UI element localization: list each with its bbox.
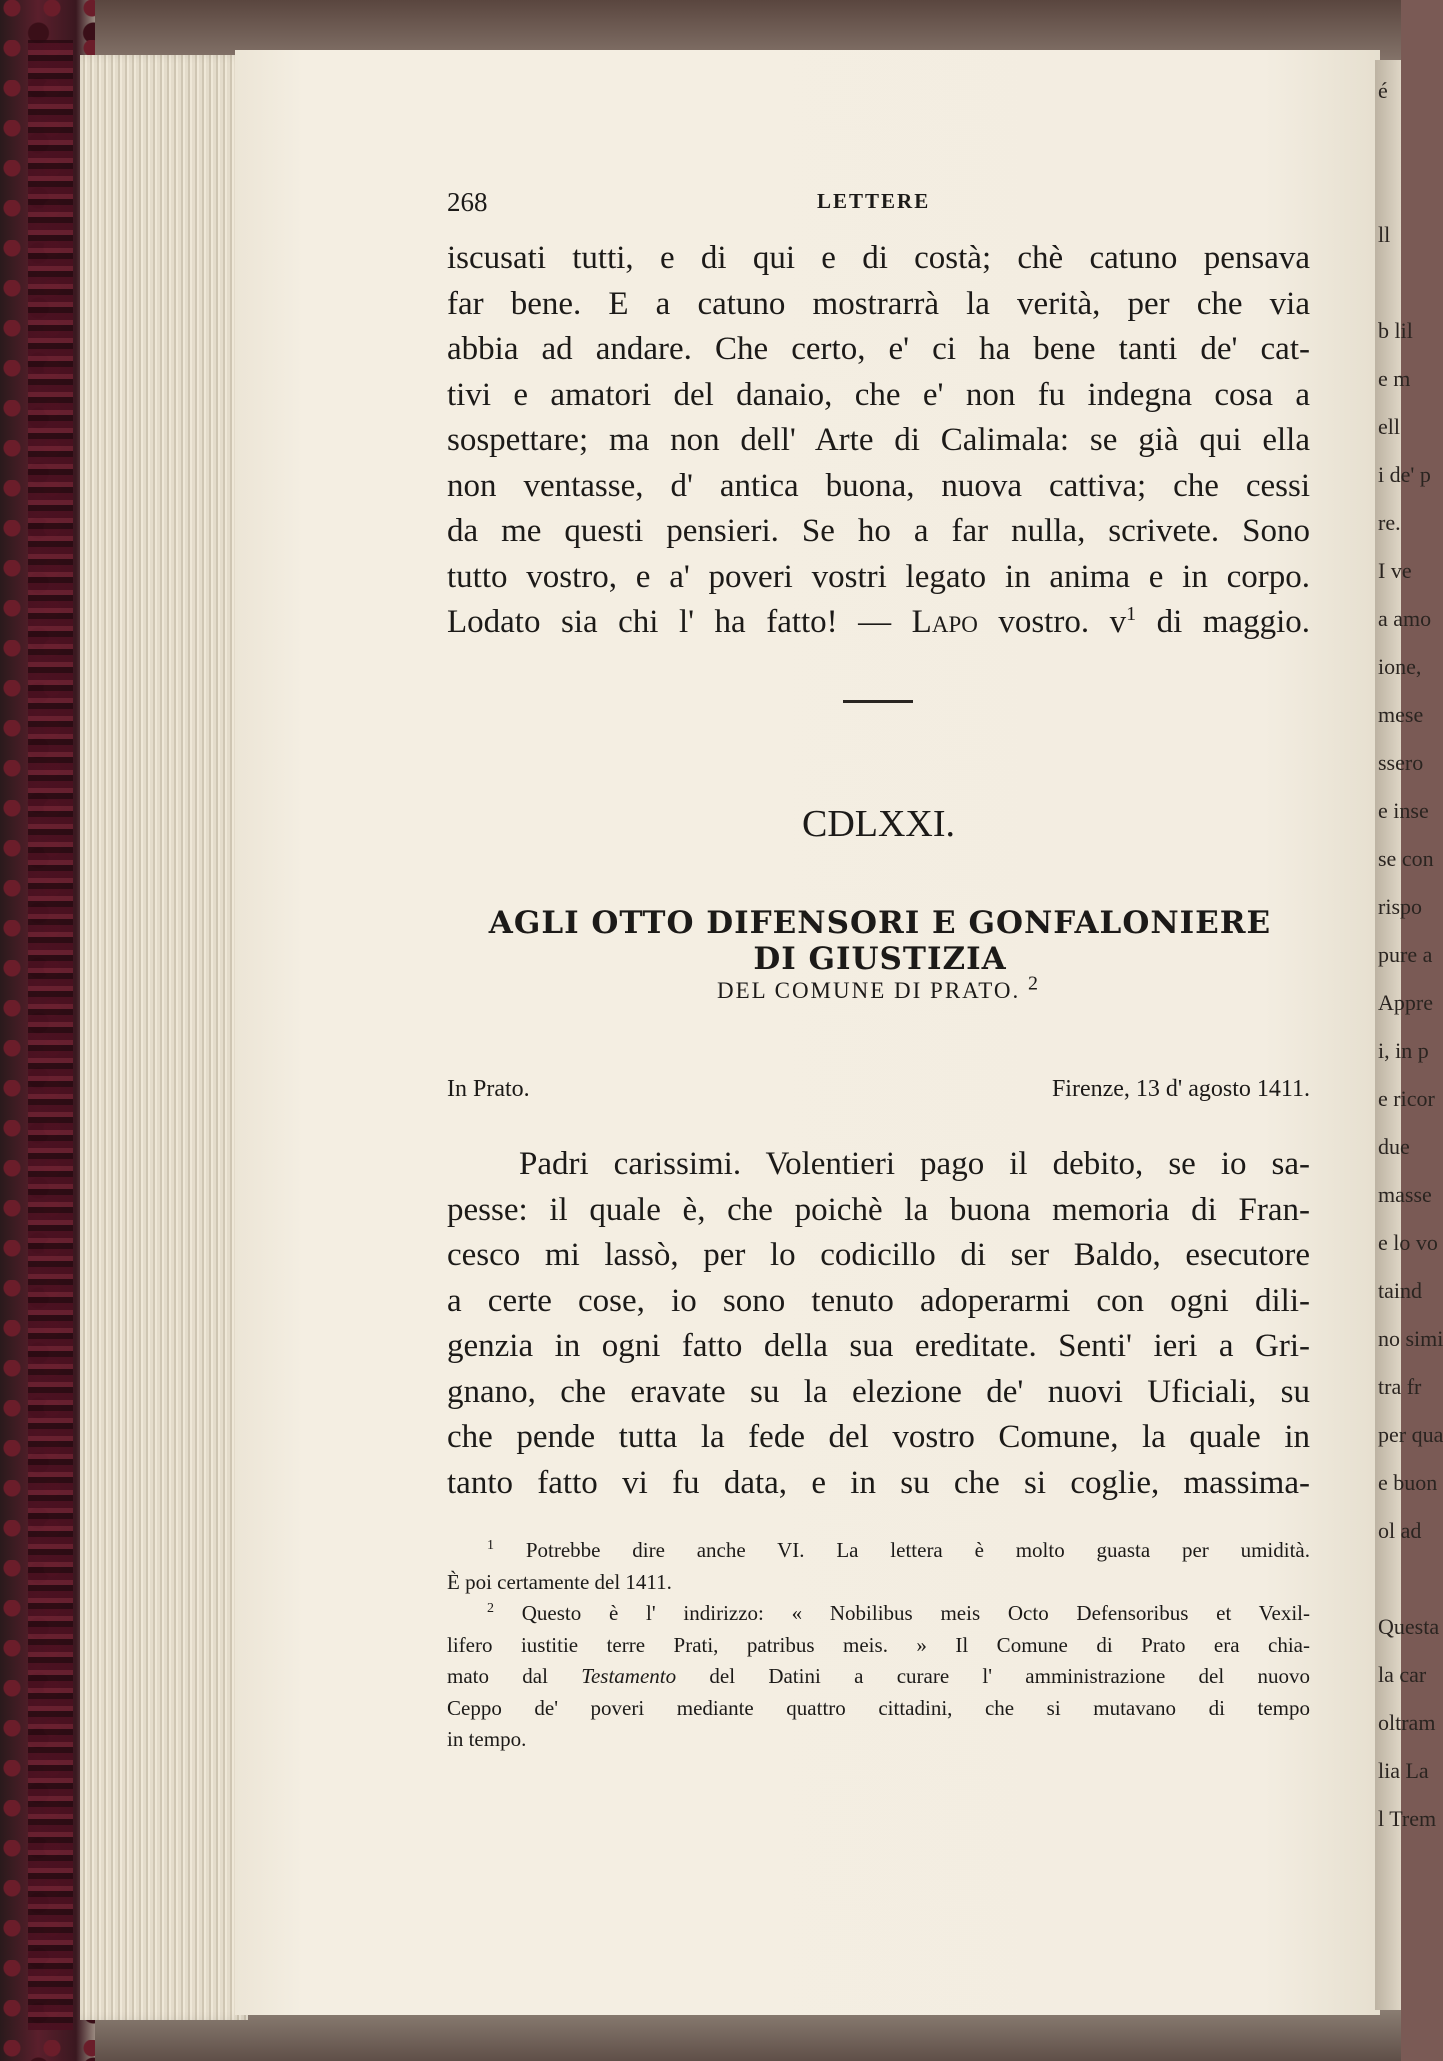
facing-page-fragment: e m (1378, 366, 1411, 391)
text-line: tanto fatto vi fu data, e in su che si coglie, massima- (447, 1464, 1310, 1501)
footnote-2-line: Ceppo de' poveri mediante quattro cittadini, che si mutavano di tempo (447, 1695, 1310, 1720)
facing-page-fragment: I ve (1378, 558, 1412, 583)
footnote-1-line (447, 1535, 1310, 1567)
footnote-2-line: in tempo. (447, 1727, 527, 1751)
facing-page-fragment: e buon (1378, 1470, 1438, 1495)
signature-name: Lapo (911, 604, 978, 640)
facing-page-fragment (1378, 262, 1401, 310)
letter-body (447, 1142, 1310, 1506)
facing-page-fragment: e ricor (1378, 1086, 1435, 1111)
footnote-1-line: È poi certamente del 1411. (447, 1569, 672, 1594)
text-line: non ventasse, d' antica buona, nuova cattiva; che cessi (447, 467, 1310, 504)
facing-page-fragment: pure a (1378, 942, 1433, 967)
running-title: LETTERE (817, 189, 931, 213)
facing-page-fragment: i, in p (1378, 1038, 1429, 1063)
footnote-text: Questo è l' indirizzo: « Nobilibus meis Octo Defensoribus et Vexil- (521, 1601, 1310, 1625)
text-line: iscusati tutti, e di qui e di costà; chè catuno pensava (447, 240, 1310, 276)
text-line: Padri carissimi. Volentieri pago il debito, se io sa- (519, 1146, 1310, 1182)
facing-page-text-fragments (1378, 70, 1443, 1970)
text-line: che pende tutta la fede del vostro Comune, la quale in (447, 1419, 1310, 1455)
facing-page-fragment: l Trem (1378, 1806, 1437, 1831)
facing-page-fragment: Appre (1378, 990, 1433, 1015)
text-line: genzia in ogni fatto della sua ereditate. Senti' ieri a Gri- (447, 1328, 1310, 1364)
footnotes (447, 1535, 1310, 1756)
closing-text: di maggio. (1136, 604, 1310, 640)
facing-page-fragment: ol ad (1378, 1518, 1422, 1543)
text-line: gnano, che eravate su la elezione de' nuovi Uficiali, su (447, 1373, 1310, 1410)
facing-page-fragment: e inse (1378, 798, 1429, 823)
closing-text: vostro. v (977, 604, 1127, 640)
facing-page-fragment: b lil (1378, 318, 1413, 343)
letter-title: AGLI OTTO DIFENSORI E GONFALONIERE DI GIUSTIZIA (488, 905, 1272, 977)
footnote-ref: 1 (1126, 603, 1137, 625)
facing-page-fragment: Questa (1378, 1614, 1440, 1639)
facing-page-fragment: la car (1378, 1662, 1427, 1687)
subtitle-text: DEL COMUNE DI PRATO. (717, 978, 1021, 1003)
facing-page-fragment: re. (1378, 510, 1401, 535)
footnote-2-line (447, 1661, 1310, 1693)
recipient-place: In Prato. (447, 1076, 530, 1102)
marbled-cover-strip (28, 40, 73, 2030)
facing-page-fragment: ssero (1378, 750, 1424, 775)
facing-page-fragment (1378, 118, 1401, 166)
facing-page-fragment: mese (1378, 702, 1424, 727)
footnote-text: mato dal (447, 1664, 582, 1688)
letter-continuation-text (447, 236, 1310, 646)
facing-page-fragment: i de' p (1378, 462, 1431, 487)
footnote-ref: 2 (1027, 972, 1040, 995)
text-line: da me questi pensieri. Se ho a far nulla, scrivete. Sono (447, 513, 1310, 549)
footnote-2-line (447, 1598, 1310, 1630)
facing-page-fragment: oltram (1378, 1710, 1436, 1735)
text-line: a certe cose, io sono tenuto adoperarmi con ogni dili- (447, 1282, 1310, 1319)
section-divider (843, 700, 913, 703)
facing-page-fragment: a amo (1378, 606, 1432, 631)
text-line: far bene. E a catuno mostrarrà la verità, per che via (447, 285, 1310, 322)
text-line: tivi e amatori del danaio, che e' non fu indegna cosa a (447, 376, 1310, 413)
facing-page-fragment (1378, 166, 1401, 214)
facing-page-fragment: é (1378, 78, 1388, 103)
closing-text: Lodato sia chi l' ha fatto! — (447, 604, 912, 640)
facing-page-fragment: lia La (1378, 1758, 1429, 1783)
facing-page-fragment: per qua (1378, 1422, 1443, 1447)
closing-line (447, 600, 1310, 646)
facing-page-fragment: ione, (1378, 654, 1422, 679)
text-line: sospettare; ma non dell' Arte di Calimala: se già qui ella (447, 422, 1310, 458)
page-header (447, 187, 1310, 227)
facing-page-fragment: ell (1378, 414, 1400, 439)
footnote-text: Potrebbe dire anche VI. La lettera è molto guasta per umidità. (525, 1538, 1311, 1562)
facing-page-fragment: tra fr (1378, 1374, 1422, 1399)
facing-page-fragment: e lo vo (1378, 1230, 1438, 1255)
footnote-text: del Datini a curare l' amministrazione del nuovo (676, 1664, 1310, 1688)
facing-page-fragment: due (1378, 1134, 1410, 1159)
text-line: abbia ad andare. Che certo, e' ci ha bene tanti de' cat- (447, 331, 1310, 367)
facing-page-fragment: taind (1378, 1278, 1422, 1303)
facing-page-fragment: no simi (1378, 1326, 1443, 1351)
facing-page-fragment: rispo (1378, 894, 1422, 919)
footnote-mark: 2 (487, 1601, 494, 1616)
text-line: tutto vostro, e a' poveri vostri legato in anima e in corpo. (447, 558, 1310, 595)
facing-page-fragment (1378, 1558, 1401, 1606)
footnote-mark: 1 (487, 1538, 494, 1553)
text-line: pesse: il quale è, che poichè la buona memoria di Fran- (447, 1191, 1310, 1228)
letter-number: CDLXXI. (801, 803, 956, 845)
facing-page-fragment: ll (1378, 222, 1391, 247)
facing-page-fragment: se con (1378, 846, 1434, 871)
page-number: 268 (447, 187, 488, 217)
letter-date: Firenze, 13 d' agosto 1411. (1051, 1076, 1310, 1102)
footnote-2-line: lifero iustitie terre Prati, patribus meis. » Il Comune di Prato era chia- (447, 1632, 1310, 1657)
footnote-italic-title: Testamento (581, 1664, 677, 1688)
page-stack-edges (80, 55, 248, 2020)
facing-page-fragment: masse (1378, 1182, 1432, 1207)
text-line: cesco mi lassò, per lo codicillo di ser Baldo, esecutore (447, 1237, 1310, 1273)
letter-subtitle (447, 972, 1310, 1004)
